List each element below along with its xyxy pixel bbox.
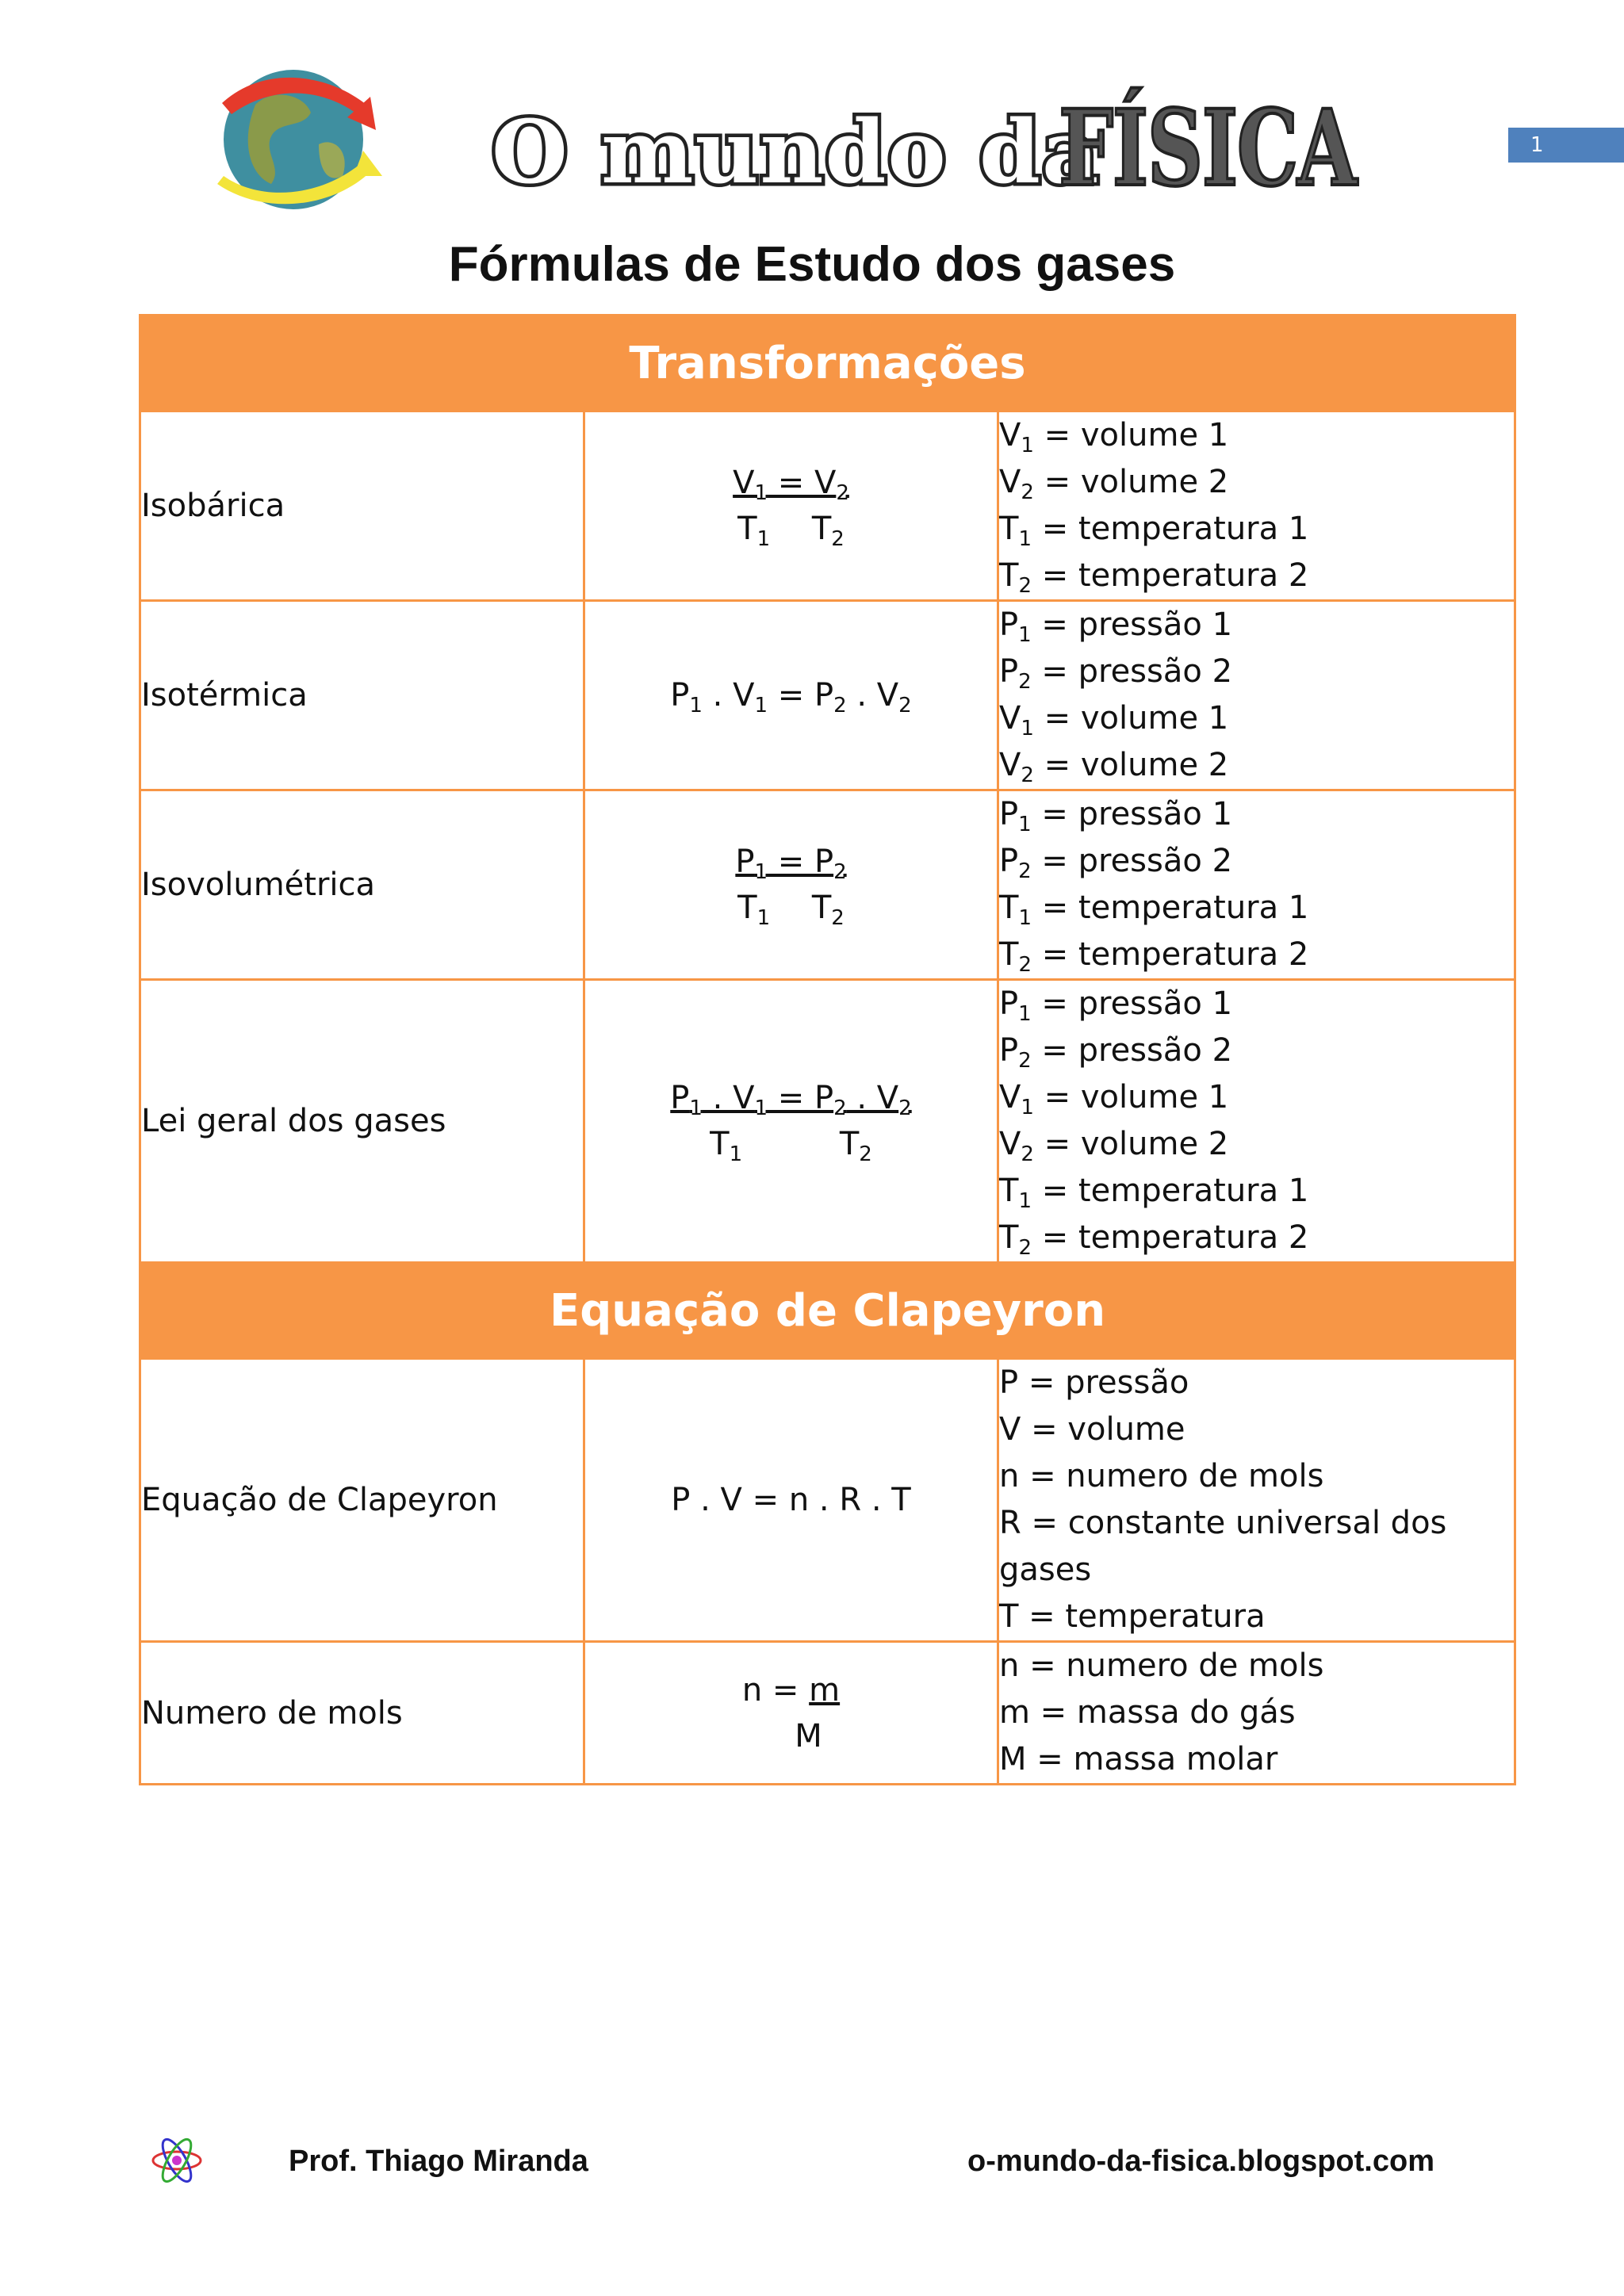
definition: $T_1$ = temperatura 1 <box>999 511 1309 551</box>
table-row-clapeyron <box>140 1359 1515 1642</box>
brand-prefix: O mundo da <box>492 101 1101 203</box>
definition: $V_2$ = volume 2 <box>999 1126 1229 1166</box>
definitions-isovolumetrica <box>998 790 1515 980</box>
definition: $V_2$ = volume 2 <box>999 747 1229 787</box>
definition: $T_2$ = temperatura 2 <box>999 936 1309 977</box>
row-name: Isobárica <box>140 411 584 601</box>
definition: $T_1$ = temperatura 1 <box>999 1173 1309 1213</box>
row-name: Numero de mols <box>140 1642 584 1785</box>
definition: M = massa molar <box>999 1741 1278 1777</box>
definition: V = volume <box>999 1411 1185 1448</box>
definitions-mols <box>998 1642 1515 1785</box>
formula-clapeyron: P . V = n . R . T <box>584 1359 998 1642</box>
section-title: Equação de Clapeyron <box>140 1263 1515 1359</box>
globe-logo-icon <box>208 57 382 216</box>
definition: $T_2$ = temperatura 2 <box>999 1219 1309 1260</box>
section-header-transformacoes <box>140 316 1515 411</box>
definition: R = constante universal dos gases <box>999 1505 1447 1588</box>
definition: $V_2$ = volume 2 <box>999 464 1229 504</box>
definition: P = pressão <box>999 1364 1189 1401</box>
footer-site-link[interactable]: o-mundo-da-fisica.blogspot.com <box>967 2145 1434 2178</box>
site-brand-logo <box>492 83 1462 210</box>
formula-isotermica: $P_1$ . $V_1 = P_2$ . $V_2$ <box>584 601 998 790</box>
formula-mols: n = m M <box>584 1642 998 1785</box>
definitions-isobarica <box>998 411 1515 601</box>
definition: $T_1$ = temperatura 1 <box>999 890 1309 930</box>
definition: $P_2$ = pressão 2 <box>999 1032 1233 1073</box>
table-row-lei-geral <box>140 980 1515 1263</box>
definition: $P_2$ = pressão 2 <box>999 843 1233 883</box>
definition: n = numero de mols <box>999 1647 1324 1684</box>
definition: $V_1$ = volume 1 <box>999 417 1229 457</box>
definitions-isotermica <box>998 601 1515 790</box>
formula-lei-geral: $\frac{P_1 . V_1 = P_2 . V_2}{T_1 T_2}$ <box>584 980 998 1263</box>
row-name: Isovolumétrica <box>140 790 584 980</box>
formula-isobarica: $\frac{V_1 = V_2}{T_1 T_2}$ <box>584 411 998 601</box>
table-row-isotermica <box>140 601 1515 790</box>
definition: $V_1$ = volume 1 <box>999 1079 1229 1119</box>
definitions-clapeyron <box>998 1359 1515 1642</box>
row-name: Equação de Clapeyron <box>140 1359 584 1642</box>
section-title: Transformações <box>140 316 1515 411</box>
definition: $V_1$ = volume 1 <box>999 700 1229 740</box>
footer-author: Prof. Thiago Miranda <box>289 2145 588 2178</box>
definition: $P_2$ = pressão 2 <box>999 653 1233 694</box>
section-header-clapeyron <box>140 1263 1515 1359</box>
page-number-tab: 1 <box>1508 128 1624 163</box>
definition: $P_1$ = pressão 1 <box>999 796 1233 836</box>
row-name: Lei geral dos gases <box>140 980 584 1263</box>
formulas-table <box>139 314 1516 1785</box>
atom-icon <box>151 2134 203 2187</box>
definition: n = numero de mols <box>999 1458 1324 1494</box>
definition: m = massa do gás <box>999 1694 1296 1731</box>
definition: T = temperatura <box>999 1598 1266 1635</box>
row-name: Isotérmica <box>140 601 584 790</box>
definition: $P_1$ = pressão 1 <box>999 985 1233 1026</box>
definitions-lei-geral <box>998 980 1515 1263</box>
definition: $T_2$ = temperatura 2 <box>999 557 1309 598</box>
brand-highlight: FÍSICA <box>1059 87 1462 210</box>
table-row-isovolumetrica <box>140 790 1515 980</box>
table-row-mols <box>140 1642 1515 1785</box>
document-title: Fórmulas de Estudo dos gases <box>448 237 1176 292</box>
table-row-isobarica <box>140 411 1515 601</box>
formula-isovolumetrica: $\frac{P_1 = P_2}{T_1 T_2}$ <box>584 790 998 980</box>
definition: $P_1$ = pressão 1 <box>999 607 1233 647</box>
